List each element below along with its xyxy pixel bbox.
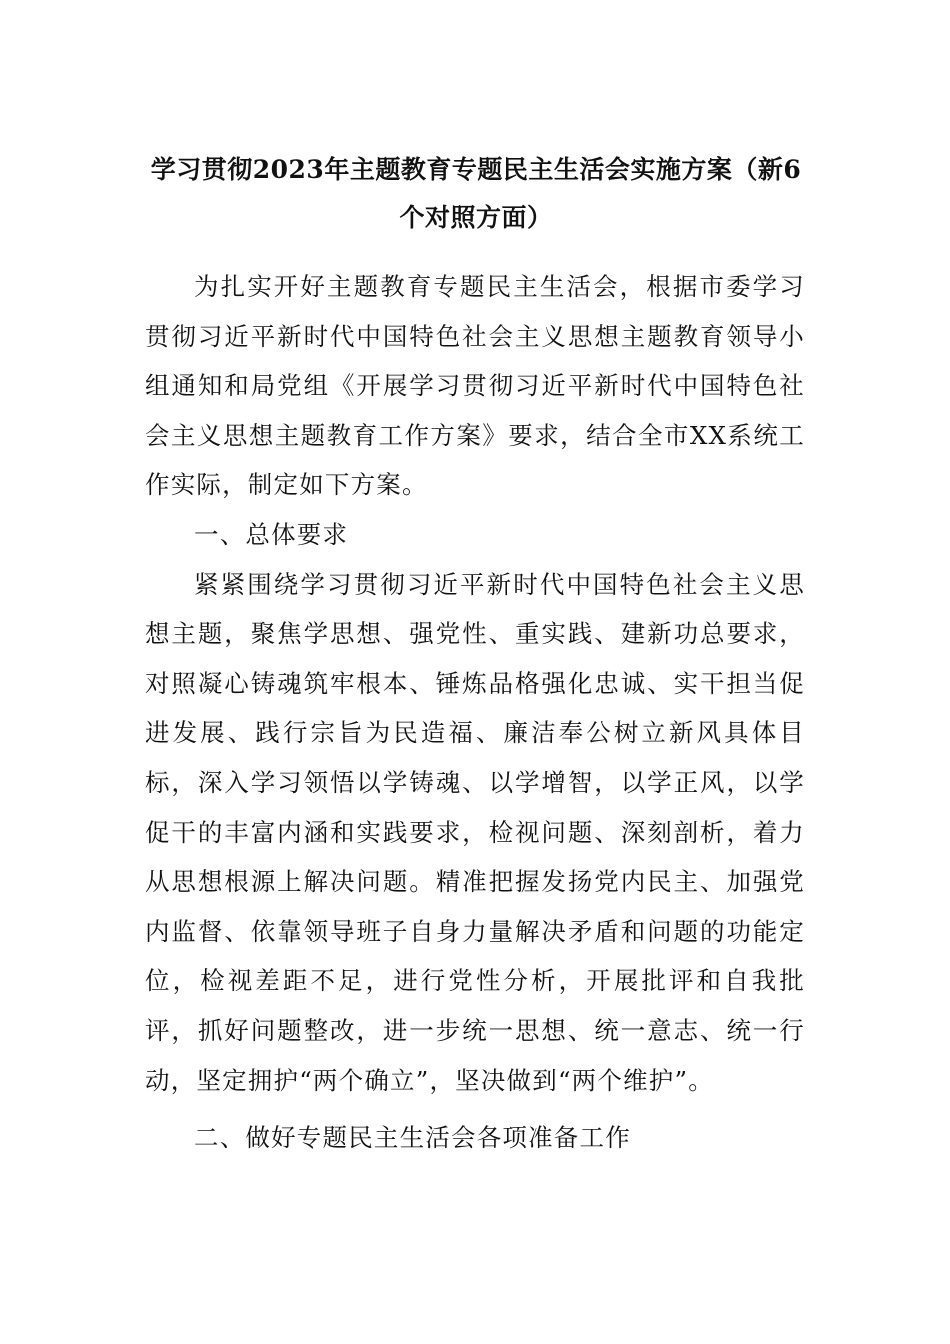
document-body bbox=[145, 262, 805, 1163]
general-requirements-paragraph: 紧紧围绕学习贯彻习近平新时代中国特色社会主义思想主题，聚焦学思想、强党性、重实践、建新功总要求，对照凝心铸魂筑牢根本、锤炼品格强化忠诚、实干担当促进发展、践行宗旨为民造福、廉洁奉公树立新风具体目标，深入学习领悟以学铸魂、以学增智，以学正风，以学促干的丰富内涵和实践要求，检视问题、深刻剖析，着力从思想根源上解决问题。精准把握发扬党内民主、加强党内监督、依靠领导班子自身力量解决矛盾和问题的功能定位，检视差距不足，进行党性分析，开展批评和自我批评，抓好问题整改，进一步统一思想、统一意志、统一行动，坚定拥护“两个确立”，坚决做到“两个维护”。 bbox=[145, 569, 805, 1095]
intro-paragraph: 为扎实开好主题教育专题民主生活会，根据市委学习贯彻习近平新时代中国特色社会主义思想主题教育领导小组通知和局党组《开展学习贯彻习近平新时代中国特色社会主义思想主题教育工作方案》要求，结合全市XX系统工作实际，制定如下方案。 bbox=[145, 272, 805, 500]
section-heading-general-requirements: 一、总体要求 bbox=[194, 519, 349, 549]
document-title: 学习贯彻2023年主题教育专题民主生活会实施方案（新6个对照方面） bbox=[150, 155, 802, 232]
section-heading-preparation: 二、做好专题民主生活会各项准备工作 bbox=[194, 1123, 631, 1153]
